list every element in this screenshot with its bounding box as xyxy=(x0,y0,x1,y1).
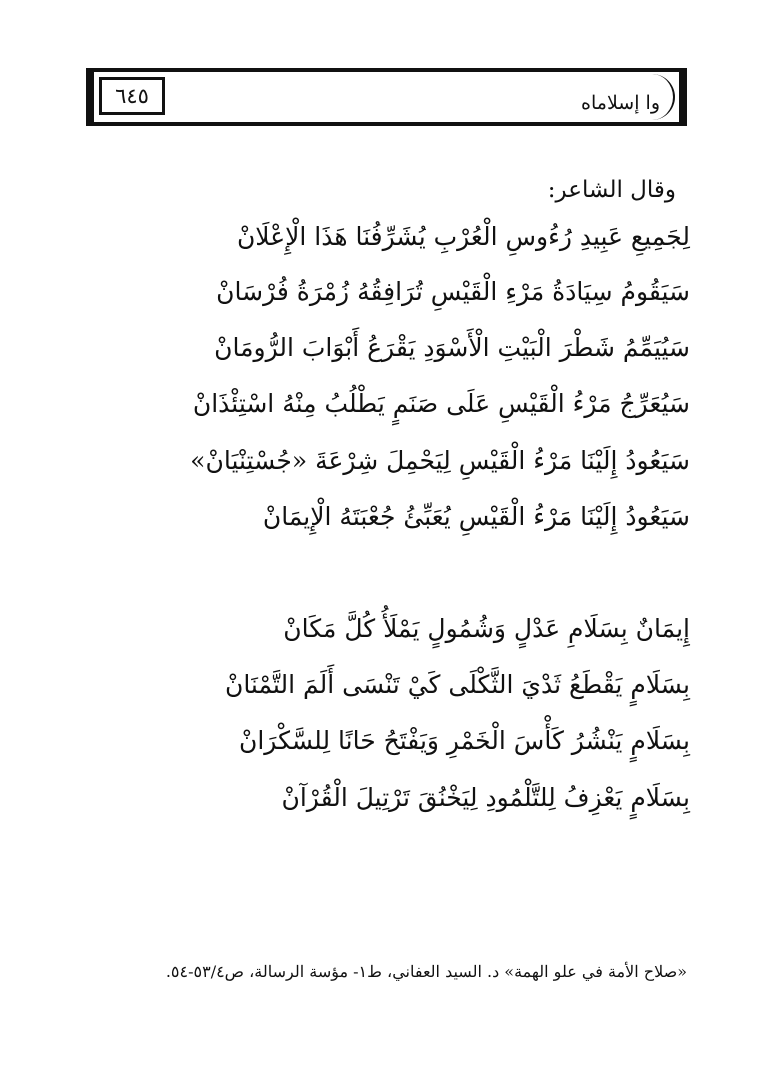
poem-verse: إِيمَانٌ بِسَلَامِ عَدْلٍ وَشُمُولٍ يَمْلَأُ كُلَّ مَكَانْ xyxy=(283,614,690,643)
poem-verse: سَيَعُودُ إِلَيْنَا مَرْءُ الْقَيْسِ لِيَحْمِلَ شِرْعَةَ «جُسْتِنْيَانْ» xyxy=(190,446,690,475)
poem-verse: بِسَلَامٍ يَعْزِفُ لِلتَّلْمُودِ لِيَخْنُقَ تَرْتِيلَ الْقُرْآنْ xyxy=(281,783,690,812)
poem-verse: سَيَقُومُ سِيَادَةُ مَرْءِ الْقَيْسِ تُرَافِقُهُ زُمْرَةُ فُرْسَانْ xyxy=(216,277,690,306)
poem-verse: سَيَعُودُ إِلَيْنَا مَرْءُ الْقَيْسِ يُعَبِّئُ جُعْبَتَهُ الْإِيمَانْ xyxy=(262,502,690,531)
poem-verse: بِسَلَامٍ يَنْشُرُ كَأْسَ الْخَمْرِ وَيَفْتَحُ حَانًا لِلسَّكْرَانْ xyxy=(238,726,690,755)
poem-intro: وقال الشاعر: xyxy=(547,177,676,203)
page-number: ٦٤٥ xyxy=(99,77,165,115)
poem-verse: لِجَمِيعِ عَبِيدِ رُءُوسِ الْعُرْبِ يُشَرِّفُنَا هَذَا الْإِعْلَانْ xyxy=(236,222,690,251)
poem-verse: سَيُيَمِّمُ شَطْرَ الْبَيْتِ الْأَسْوَدِ يَقْرَعُ أَبْوَابَ الرُّومَانْ xyxy=(214,333,690,362)
poem-verse: سَيُعَرِّجُ مَرْءُ الْقَيْسِ عَلَى صَنَمٍ يَطْلُبُ مِنْهُ اسْتِئْذَانْ xyxy=(192,389,690,418)
running-title: وا إسلاماه xyxy=(581,92,660,114)
footnote-citation: «صلاح الأمة في علو الهمة» د. السيد العفاني، ط١- مؤسة الرسالة، ص٥٣/٤-٥٤. xyxy=(165,962,687,981)
header-cap-left xyxy=(86,68,94,126)
poem-verse: بِسَلَامٍ يَقْطَعُ ثَدْيَ الثَّكْلَى كَيْ تَنْسَى أَلَمَ التَّمْنَانْ xyxy=(224,670,690,699)
header-cap-right xyxy=(679,68,687,126)
